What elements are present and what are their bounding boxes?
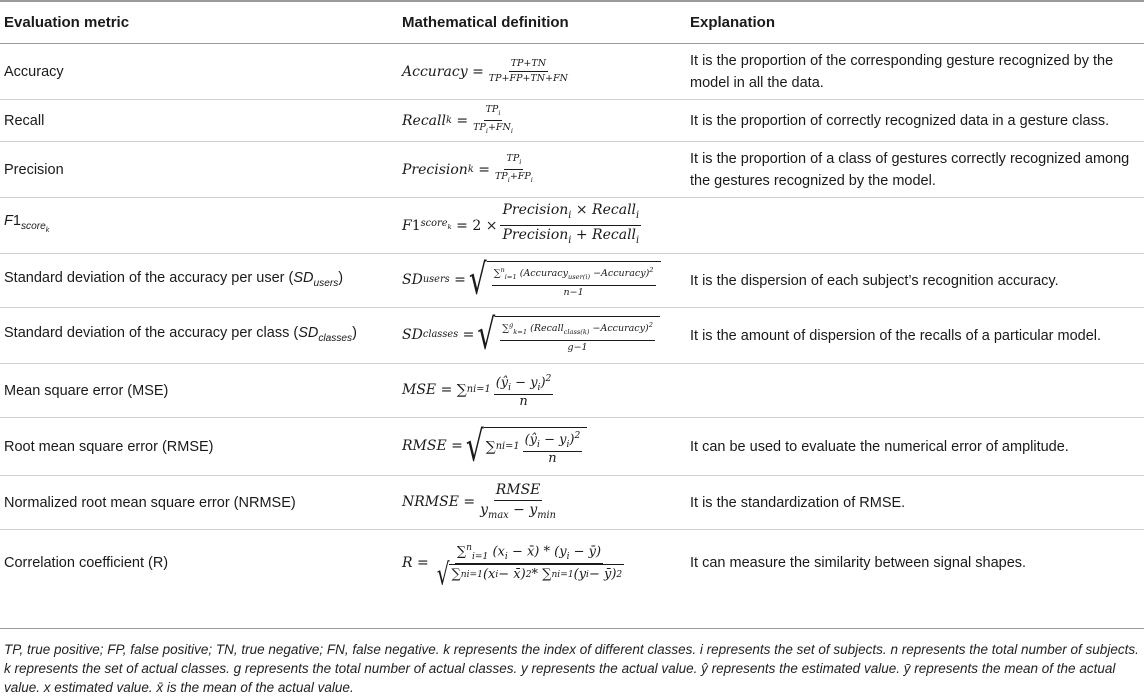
explanation: It is the dispersion of each subject’s recognition accuracy. [690,272,1059,289]
explanation: It is the proportion of a class of gestures correctly recognized among the gestures recognized by the model. [690,150,1130,189]
metric-name: Standard deviation of the accuracy per user $(SD_{users})$ [4,269,344,289]
table-row [0,308,1144,364]
metric-name: Recall [4,112,45,129]
metric-name: $F1_{score_k}$ [4,213,50,234]
formula-sd-users: SD users = √ $\frac{\sum^n_{i=1} (Accuracy_{user(i)} -Accuracy)^2}{n-1}$ [400,261,690,299]
table-row [0,476,1144,530]
table-row [0,254,1144,308]
formula-correlation: R = ∑$^n_{i=1}$ ($x_i$ − x̄) * ($y_i$ − ȳ) √ ∑ n i=1 (x i − x̄) 2 * ∑ n i=1 (y i − ȳ) 2 [402,542,623,593]
explanation: It is the amount of dispersion of the recalls of a particular model. [690,327,1102,344]
formula-accuracy: Accuracy = $\frac{TP+TN}{TP+FP+TN+FN}$ [402,58,568,84]
table-footnote: TP, true positive; FP, false positive; TN, true negative; FN, false negative. k represents the index of different classes. i represents the set of subjects. n represents the total number of subjects. k represents the set of actual classes. g represents the total number of actual classes. y represents the actual value. ŷ represents the estimated value. ȳ represents the mean of the actual value. x estimated value. x̄ is the mean of the actual value. [4,642,1139,695]
explanation: It can be used to evaluate the numerical error of amplitude. [690,438,1069,455]
table-row [0,530,1144,596]
metric-name: Root mean square error (RMSE) [4,438,214,455]
metric-name: Accuracy [4,63,64,80]
formula-f1: F 1 score$_k$ = 2 × $\frac{Precision_i \times Recall_i}{Precision_i + Recall_i}$ [402,202,640,246]
formula-mse: MSE = ∑ n i=1 $\frac{(ŷ_i - y_i)^2}{n}$ [402,373,552,410]
formula-rmse: RMSE = √ ∑ n i=1 $\frac{(ŷ_i - y_i)^2}{n}$ [400,427,690,467]
explanation: It is the standardization of RMSE. [690,494,906,511]
table-row [0,44,1144,100]
table-row [0,142,1144,198]
metric-name: Precision [4,161,64,178]
table-header [0,0,1144,44]
metric-name: Normalized root mean square error (NRMSE) [4,494,296,511]
formula-nrmse: NRMSE = $\frac{\text{RMSE}}{y_{max} - y_{min}}$ [402,481,556,521]
table-row [0,364,1144,418]
explanation: It can measure the similarity between signal shapes. [690,555,1027,571]
header-metric: Evaluation metric [4,13,130,31]
explanation: It is the proportion of correctly recognized data in a gesture class. [690,112,1110,129]
explanation: It is the proportion of the corresponding gesture recognized by the model in all the data. [690,52,1114,91]
formula-recall: Recall k = $\frac{TP_i}{TP_i+FN_i}$ [402,104,513,135]
table-row [0,418,1144,476]
header-explanation: Explanation [690,13,776,31]
metric-name: Mean square error (MSE) [4,382,169,399]
table-row [0,100,1144,142]
header-definition: Mathematical definition [402,13,569,31]
metric-name: Standard deviation of the accuracy per class $(SD_{classes})$ [4,324,357,344]
formula-precision: Precision k = $\frac{TP_i}{TP_i+FP_i}$ [402,153,533,184]
table-row [0,198,1144,254]
table-bottom-rule [0,628,1144,629]
metric-name: Correlation coefficient (R) [4,555,169,571]
formula-sd-classes: SD classes = √ $\frac{\sum^g_{k=1} (Recall_{class(k)} -Accuracy)^2}{g-1}$ [400,316,690,354]
